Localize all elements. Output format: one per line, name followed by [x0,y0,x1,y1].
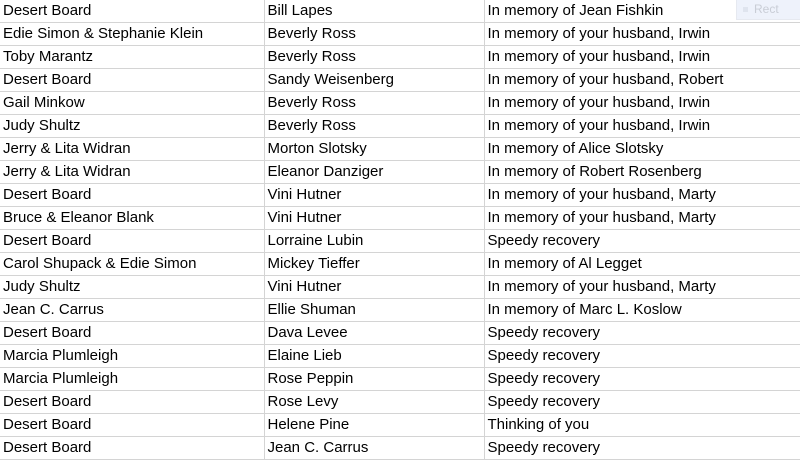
message-cell[interactable]: In memory of your husband, Robert [484,69,800,92]
message-cell[interactable]: In memory of Jean Fishkin [484,0,800,23]
donor-cell[interactable]: Desert Board [0,184,264,207]
message-cell[interactable]: In memory of Marc L. Koslow [484,299,800,322]
recipient-cell[interactable]: Sandy Weisenberg [264,69,484,92]
message-cell[interactable]: In memory of your husband, Irwin [484,92,800,115]
shape-handle-icon [743,7,748,12]
recipient-cell[interactable]: Ellie Shuman [264,299,484,322]
donor-cell[interactable]: Gail Minkow [0,92,264,115]
recipient-cell[interactable]: Beverly Ross [264,46,484,69]
table-row [0,138,800,161]
donor-cell[interactable]: Judy Shultz [0,115,264,138]
message-cell[interactable]: In memory of your husband, Marty [484,276,800,299]
table-row [0,184,800,207]
recipient-cell[interactable]: Beverly Ross [264,115,484,138]
donor-cell[interactable]: Desert Board [0,322,264,345]
donor-cell[interactable]: Marcia Plumleigh [0,345,264,368]
recipient-cell[interactable]: Vini Hutner [264,207,484,230]
recipient-cell[interactable]: Beverly Ross [264,92,484,115]
donor-cell[interactable]: Toby Marantz [0,46,264,69]
donor-cell[interactable]: Jean C. Carrus [0,299,264,322]
message-cell[interactable]: In memory of your husband, Irwin [484,23,800,46]
recipient-cell[interactable]: Elaine Lieb [264,345,484,368]
table-row [0,437,800,460]
message-cell[interactable]: In memory of Alice Slotsky [484,138,800,161]
donor-cell[interactable]: Edie Simon & Stephanie Klein [0,23,264,46]
donor-cell[interactable]: Judy Shultz [0,276,264,299]
donor-cell[interactable]: Desert Board [0,391,264,414]
donor-cell[interactable]: Desert Board [0,0,264,23]
table-row [0,115,800,138]
table-row [0,46,800,69]
message-cell[interactable]: In memory of Robert Rosenberg [484,161,800,184]
table-row [0,207,800,230]
donor-cell[interactable]: Desert Board [0,437,264,460]
recipient-cell[interactable]: Mickey Tieffer [264,253,484,276]
recipient-cell[interactable]: Vini Hutner [264,184,484,207]
donor-cell[interactable]: Carol Shupack & Edie Simon [0,253,264,276]
recipient-cell[interactable]: Helene Pine [264,414,484,437]
recipient-cell[interactable]: Rose Levy [264,391,484,414]
message-cell[interactable]: Speedy recovery [484,345,800,368]
table-row [0,92,800,115]
message-cell[interactable]: In memory of your husband, Irwin [484,115,800,138]
recipient-cell[interactable]: Jean C. Carrus [264,437,484,460]
donor-cell[interactable]: Bruce & Eleanor Blank [0,207,264,230]
message-cell[interactable]: Speedy recovery [484,368,800,391]
recipient-cell[interactable]: Eleanor Danziger [264,161,484,184]
table-row [0,414,800,437]
donor-cell[interactable]: Jerry & Lita Widran [0,138,264,161]
recipient-cell[interactable]: Bill Lapes [264,0,484,23]
table-row [0,391,800,414]
recipient-cell[interactable]: Vini Hutner [264,276,484,299]
table-row [0,23,800,46]
message-cell[interactable]: Speedy recovery [484,230,800,253]
donor-cell[interactable]: Marcia Plumleigh [0,368,264,391]
recipient-cell[interactable]: Dava Levee [264,322,484,345]
donor-cell[interactable]: Desert Board [0,69,264,92]
table-row [0,230,800,253]
table-row [0,0,800,23]
recipient-cell[interactable]: Beverly Ross [264,23,484,46]
donor-cell[interactable]: Jerry & Lita Widran [0,161,264,184]
table-row [0,345,800,368]
message-cell[interactable]: Thinking of you [484,414,800,437]
message-cell[interactable]: In memory of your husband, Marty [484,184,800,207]
table-row [0,161,800,184]
table-row [0,299,800,322]
floating-shape-label: Rect [754,2,779,16]
message-cell[interactable]: In memory of your husband, Marty [484,207,800,230]
table-row [0,69,800,92]
message-cell[interactable]: Speedy recovery [484,391,800,414]
donor-cell[interactable]: Desert Board [0,414,264,437]
table-row [0,253,800,276]
recipient-cell[interactable]: Morton Slotsky [264,138,484,161]
message-cell[interactable]: Speedy recovery [484,322,800,345]
recipient-cell[interactable]: Rose Peppin [264,368,484,391]
table-row [0,368,800,391]
table-row [0,322,800,345]
message-cell[interactable]: Speedy recovery [484,437,800,460]
floating-shape-selection[interactable] [736,0,800,20]
table-row [0,276,800,299]
message-cell[interactable]: In memory of Al Legget [484,253,800,276]
message-cell[interactable]: In memory of your husband, Irwin [484,46,800,69]
donor-cell[interactable]: Desert Board [0,230,264,253]
recipient-cell[interactable]: Lorraine Lubin [264,230,484,253]
